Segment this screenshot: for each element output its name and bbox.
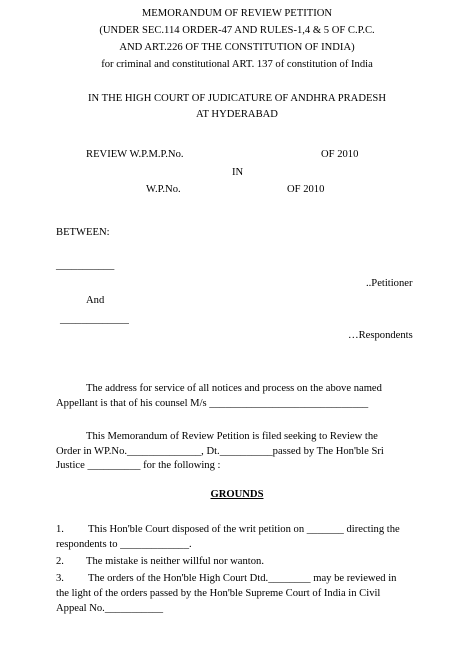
ground-2-line1: The mistake is neither willful nor wanton. xyxy=(86,556,264,567)
memo-subtitle-article: AND ART.226 OF THE CONSTITUTION OF INDIA) xyxy=(119,42,355,53)
ground-3-line2: the light of the orders passed by the Hon'ble Supreme Court of India in Civil xyxy=(56,588,381,599)
respondent-blank: _____________ xyxy=(60,314,129,325)
address-paragraph-line1: The address for service of all notices and process on the above named xyxy=(86,383,382,394)
court-location: AT HYDERABAD xyxy=(196,109,278,120)
between-label: BETWEEN: xyxy=(56,227,110,238)
memo-paragraph-line1: This Memorandum of Review Petition is filed seeking to Review the xyxy=(86,431,378,442)
wp-number-year: OF 2010 xyxy=(287,184,325,195)
petitioner-label: ..Petitioner xyxy=(366,278,413,289)
ground-3-line3: Appeal No.___________ xyxy=(56,603,164,614)
memo-paragraph-line3: Justice __________ for the following : xyxy=(56,460,221,471)
ground-number: 3. xyxy=(56,573,64,584)
grounds-heading: GROUNDS xyxy=(210,489,264,500)
memo-subtitle-sections: (UNDER SEC.114 ORDER-47 AND RULES-1,4 & 5 OF C.P.C. xyxy=(99,25,375,36)
review-wpmp-year: OF 2010 xyxy=(321,149,359,160)
memo-title: MEMORANDUM OF REVIEW PETITION xyxy=(141,8,333,19)
address-paragraph-line2: Appellant is that of his counsel M/s ______________________________ xyxy=(56,398,369,409)
memo-subtitle-criminal: for criminal and constitutional ART. 137 of constitution of India xyxy=(101,59,373,70)
respondents-label: …Respondents xyxy=(348,330,413,341)
ground-1-line2: respondents to _____________. xyxy=(56,539,192,550)
ground-number: 2. xyxy=(56,556,64,567)
ground-3-line1: The orders of the Hon'ble High Court Dtd.________ may be reviewed in xyxy=(88,573,397,584)
in-label: IN xyxy=(232,167,244,178)
and-label: And xyxy=(86,295,105,306)
memo-paragraph-line2: Order in WP.No.______________, Dt.__________passed by The Hon'ble Sri xyxy=(56,446,384,457)
wp-number-label: W.P.No. xyxy=(146,184,181,195)
petitioner-blank: ___________ xyxy=(56,260,115,271)
review-wpmp-label: REVIEW W.P.M.P.No. xyxy=(86,149,184,160)
ground-number: 1. xyxy=(56,524,64,535)
ground-1-line1: This Hon'ble Court disposed of the writ petition on _______ directing the xyxy=(88,524,400,535)
court-name: IN THE HIGH COURT OF JUDICATURE OF ANDHRA PRADESH xyxy=(88,93,386,104)
